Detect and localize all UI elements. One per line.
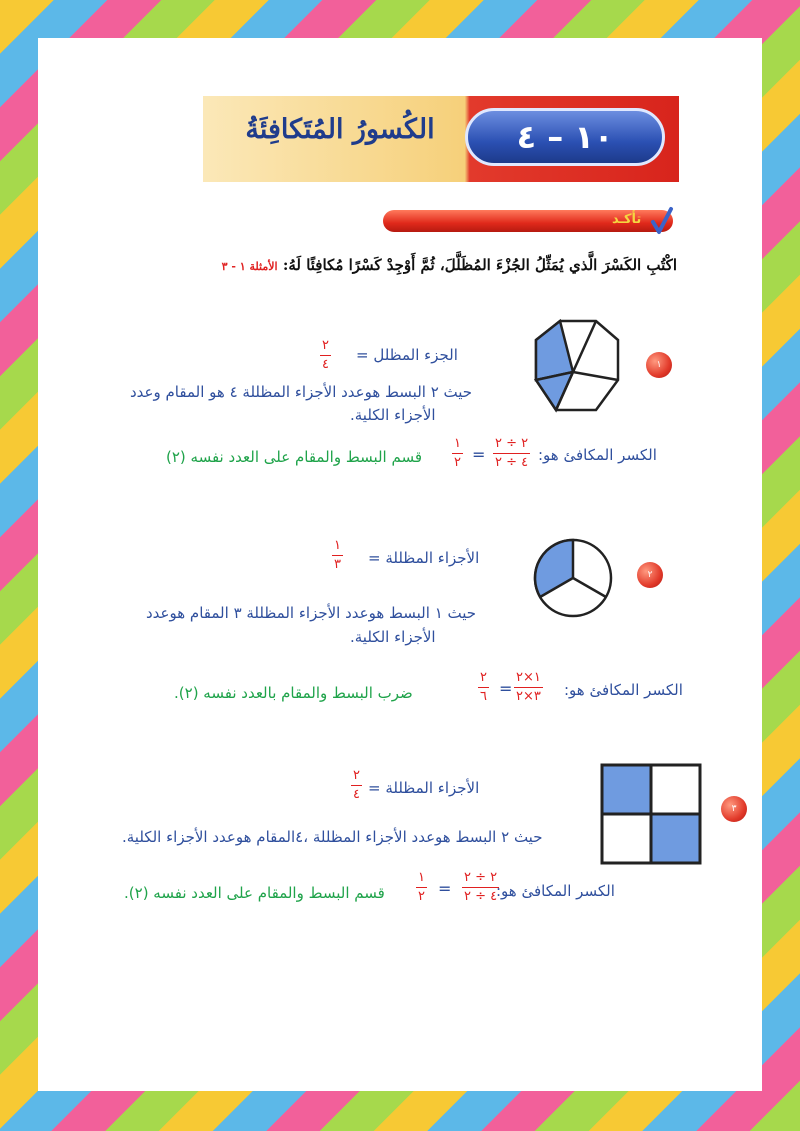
- equivalent-label: الكسر المكافئ هو:: [538, 446, 657, 464]
- shaded-fraction: ٢ ٤: [322, 338, 329, 372]
- explanation-line-1: حيث ٢ البسط هوعدد الأجزاء المظللة ٤ هو المقام وعدد: [130, 383, 473, 401]
- checkmark-icon: [650, 206, 674, 236]
- equivalent-fraction-step: ٢ ÷ ٢ ٤ ÷ ٢: [464, 870, 498, 904]
- equivalent-fraction-result: ١ ٢: [454, 436, 461, 470]
- equivalent-fraction-result: ٢ ٦: [480, 670, 487, 704]
- explanation-line-2: الأجزاء الكلية.: [350, 628, 436, 646]
- lesson-title-banner: [203, 96, 679, 182]
- equivalent-fraction-step: ١×٢ ٣×٢: [516, 670, 541, 704]
- shaded-part-label: الأجزاء المظللة =: [368, 549, 480, 567]
- method-note: ضرب البسط والمقام بالعدد نفسه (٢).: [174, 684, 413, 702]
- lesson-number: ١٠ – ٤: [465, 108, 665, 166]
- octagon-figure: [528, 318, 624, 414]
- instruction-main: اكْتُبِ الكَسْرَ الَّذي يُمَثِّلُ الجُزْءَ المُظَلَّلَ، ثُمَّ أَوْجِدْ كَسْرًا مُكافِئًا لَهُ:: [282, 256, 677, 274]
- problem-number-badge: ٣: [721, 796, 747, 822]
- circle-figure: [532, 532, 614, 624]
- lesson-title: الكُسورُ المُتَكافِئَةُ: [245, 114, 435, 145]
- check-section-label: تأكـد: [612, 212, 642, 227]
- shaded-fraction: ١ ٣: [334, 538, 341, 572]
- shaded-part-label: الجزء المظلل =: [356, 346, 458, 364]
- method-note: قسم البسط والمقام على العدد نفسه (٢): [166, 448, 423, 466]
- equivalent-label: الكسر المكافئ هو:: [564, 681, 683, 699]
- instruction-text: [117, 256, 677, 274]
- equivalent-fraction-step: ٢ ÷ ٢ ٤ ÷ ٢: [495, 436, 529, 470]
- grid-square-figure: [600, 763, 702, 865]
- explanation-line-1: حيث ٢ البسط هوعدد الأجزاء المظللة ،٤المقام هوعدد الأجزاء الكلية.: [122, 828, 543, 846]
- shaded-part-label: الأجزاء المظللة =: [368, 779, 480, 797]
- example-reference: الأمثلة ١ - ٣: [221, 260, 278, 273]
- method-note: قسم البسط والمقام على العدد نفسه (٢).: [124, 884, 385, 902]
- explanation-line-1: حيث ١ البسط هوعدد الأجزاء المظللة ٣ المقام هوعدد: [146, 604, 477, 622]
- problem-number-badge: ١: [646, 352, 672, 378]
- equals-sign: =: [472, 445, 486, 464]
- explanation-line-2: الأجزاء الكلية.: [350, 406, 436, 424]
- shaded-fraction: ٢ ٤: [353, 768, 360, 802]
- problem-number-badge: ٢: [637, 562, 663, 588]
- worksheet-page: [38, 38, 762, 1091]
- equals-sign: =: [499, 679, 513, 698]
- equivalent-fraction-result: ١ ٢: [418, 870, 425, 904]
- equivalent-label: الكسر المكافئ هو:: [496, 882, 615, 900]
- equals-sign: =: [438, 879, 452, 898]
